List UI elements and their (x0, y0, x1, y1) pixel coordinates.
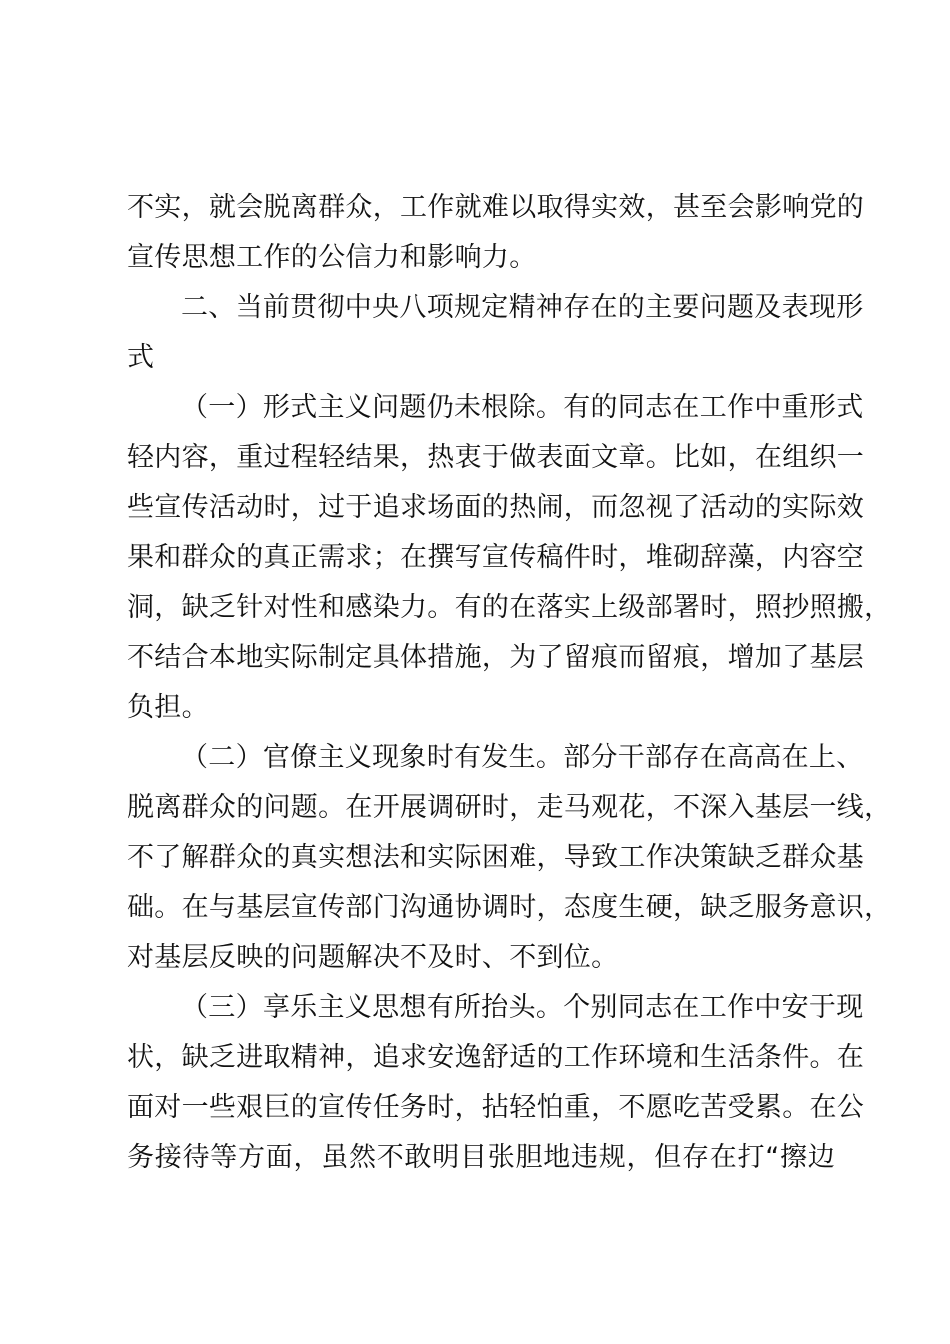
document-body (127, 183, 892, 1183)
text-line: 宣传思想工作的公信力和影响力。 (127, 242, 537, 273)
text-line: 状，缺乏进取精神，追求安逸舒适的工作环境和生活条件。在 (127, 1042, 865, 1073)
text-line: 负担。 (127, 692, 209, 723)
text-line: 些宣传活动时，过于追求场面的热闹，而忽视了活动的实际效 (127, 492, 865, 523)
section-heading (127, 283, 864, 383)
text-line: 洞，缺乏针对性和感染力。有的在落实上级部署时，照抄照搬， (127, 592, 892, 623)
text-line: 式 (127, 342, 155, 373)
text-line: 不结合本地实际制定具体措施，为了留痕而留痕，增加了基层 (127, 642, 865, 673)
paragraph-hedonism (127, 983, 865, 1183)
paragraph-continuation (127, 183, 865, 283)
text-line: 对基层反映的问题解决不及时、不到位。 (127, 942, 619, 973)
text-line: 面对一些艰巨的宣传任务时，拈轻怕重，不愿吃苦受累。在公 (127, 1092, 865, 1123)
paragraph-formalism (127, 383, 892, 733)
text-line: 轻内容，重过程轻结果，热衷于做表面文章。比如，在组织一 (127, 442, 865, 473)
text-line: 脱离群众的问题。在开展调研时，走马观花，不深入基层一线， (127, 792, 892, 823)
paragraph-bureaucratism (127, 733, 892, 983)
text-line: （一）形式主义问题仍未根除。有的同志在工作中重形式 (181, 392, 864, 423)
text-line: 务接待等方面，虽然不敢明目张胆地违规，但存在打“擦边 (127, 1142, 835, 1173)
text-line: （二）官僚主义现象时有发生。部分干部存在高高在上、 (181, 742, 864, 773)
text-line: 不实，就会脱离群众，工作就难以取得实效，甚至会影响党的 (127, 192, 865, 223)
text-line: （三）享乐主义思想有所抬头。个别同志在工作中安于现 (181, 992, 864, 1023)
text-line: 果和群众的真正需求；在撰写宣传稿件时，堆砌辞藻，内容空 (127, 542, 865, 573)
text-line: 础。在与基层宣传部门沟通协调时，态度生硬，缺乏服务意识， (127, 892, 892, 923)
text-line: 不了解群众的真实想法和实际困难，导致工作决策缺乏群众基 (127, 842, 865, 873)
text-line: 二、当前贯彻中央八项规定精神存在的主要问题及表现形 (181, 292, 864, 323)
